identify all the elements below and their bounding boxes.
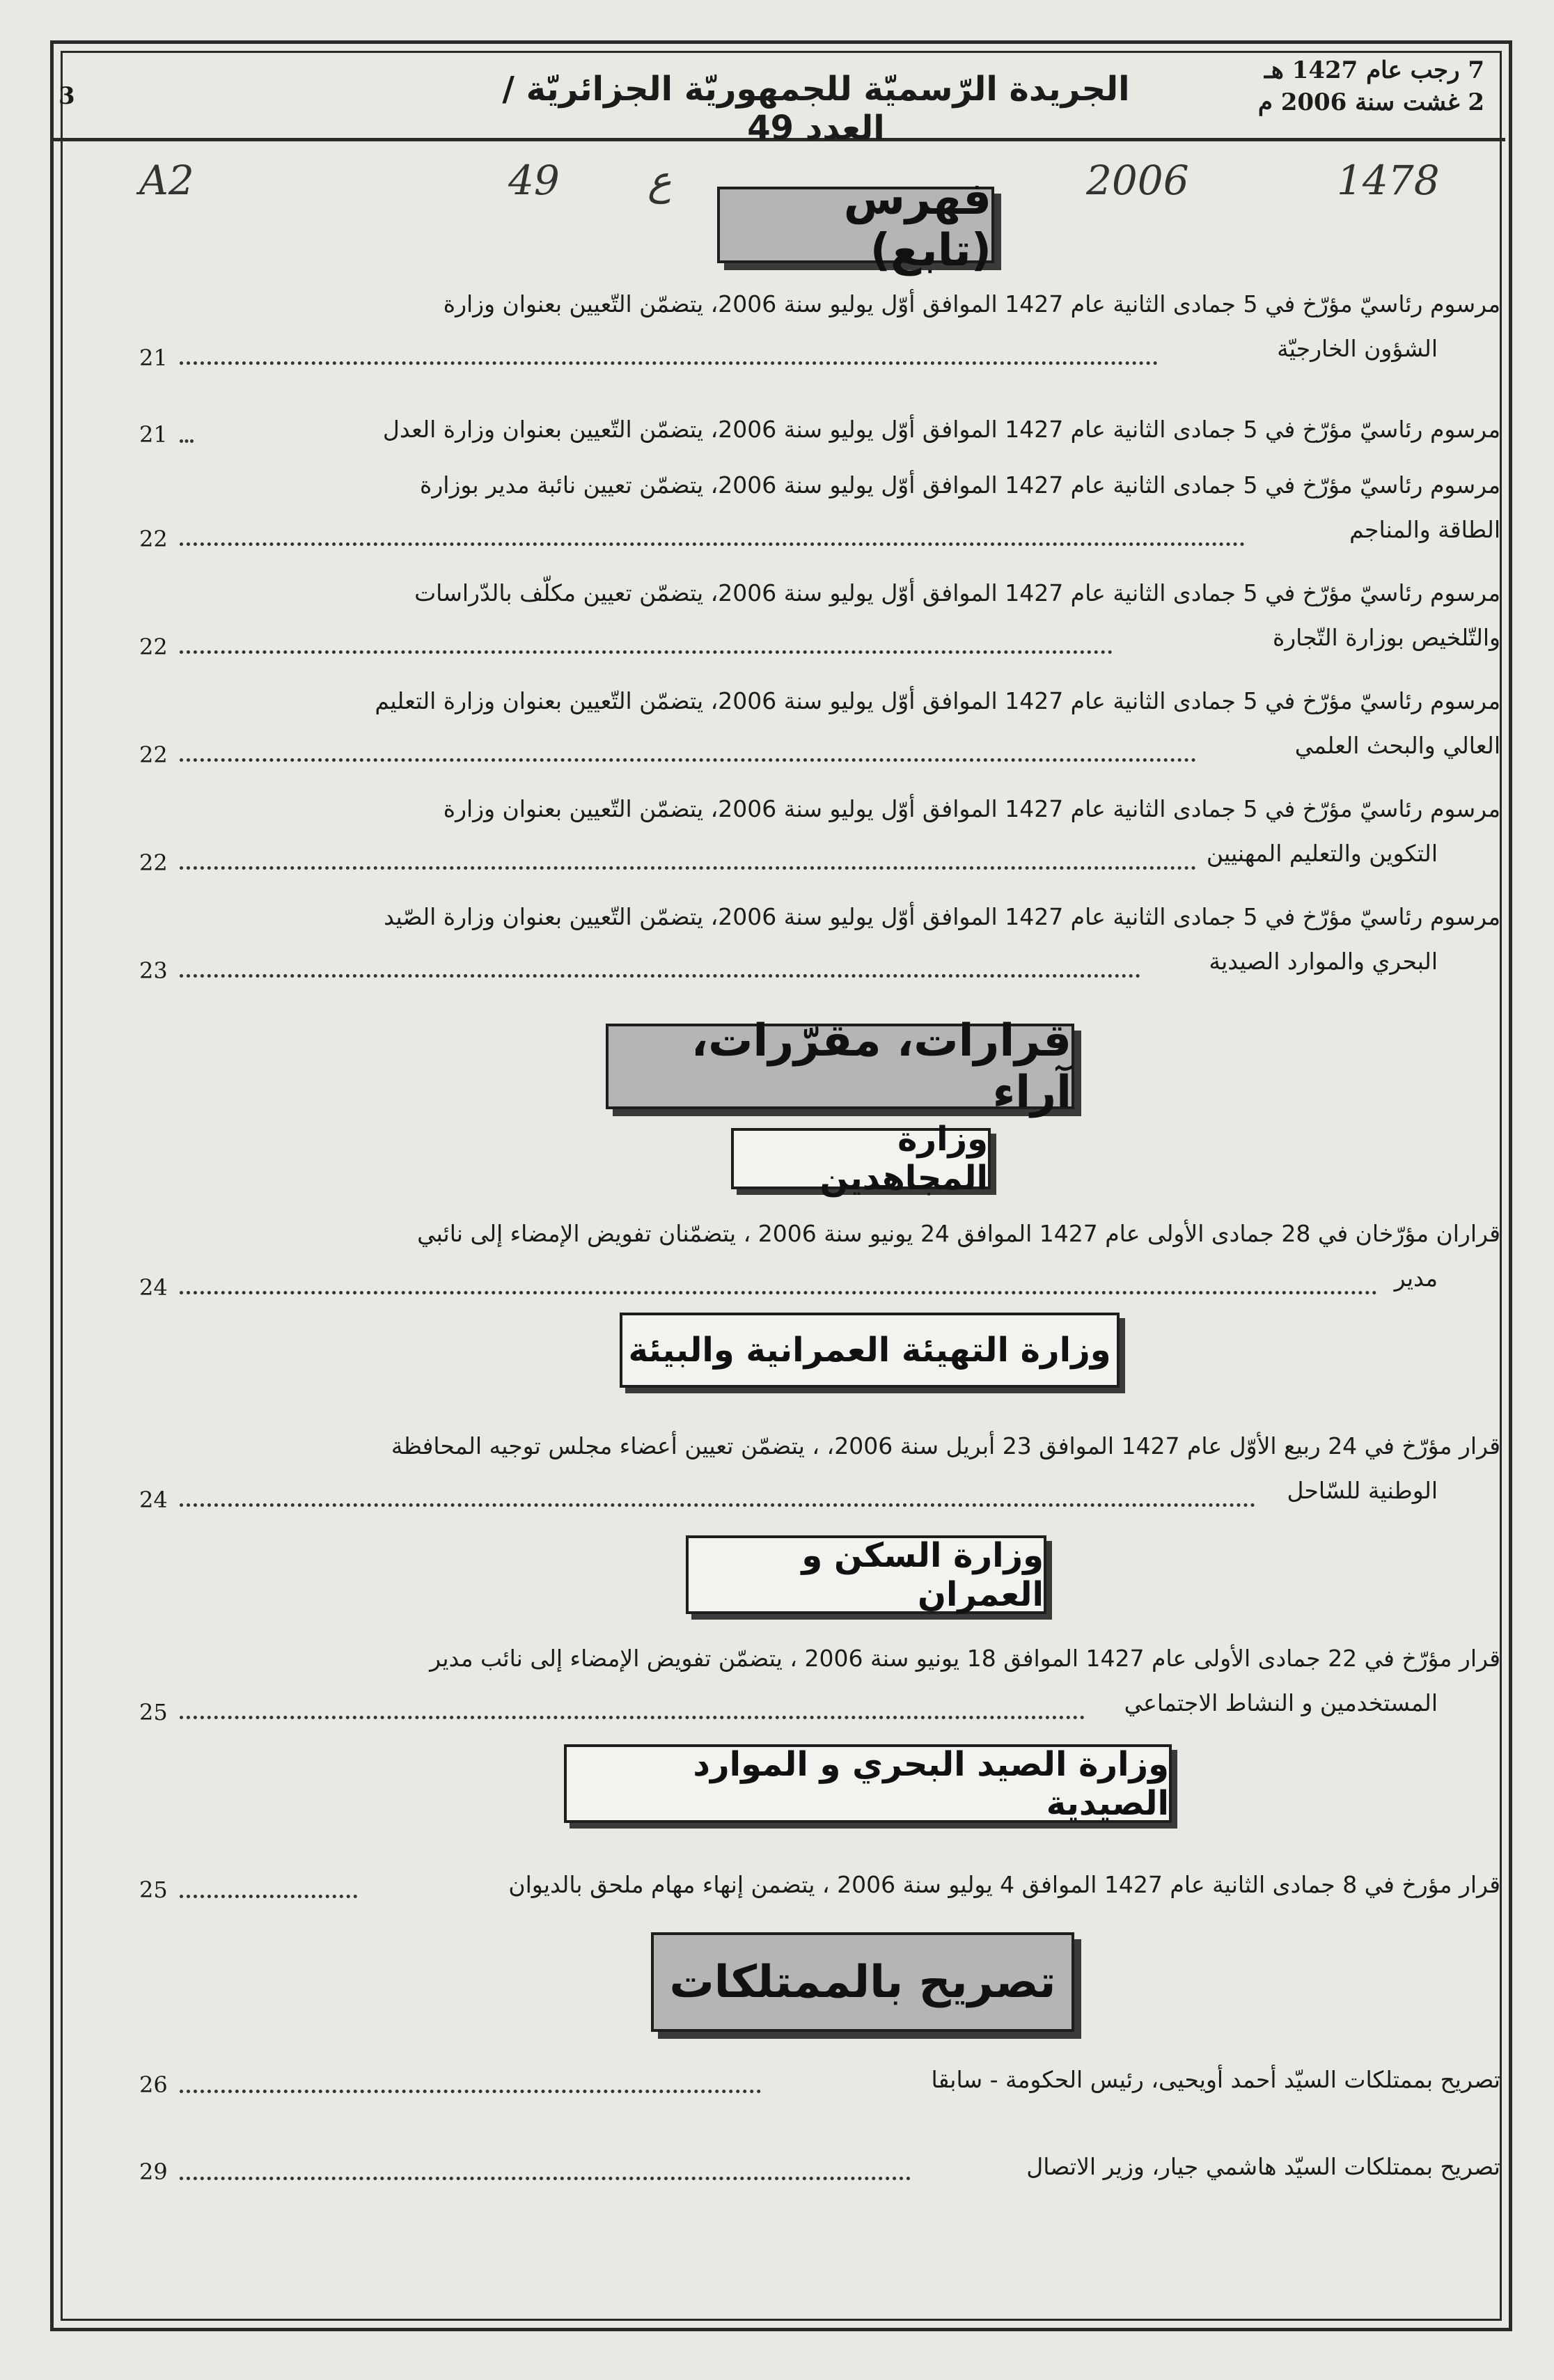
entry-text: تصريح بممتلكات السيّد أحمد أويحيى، رئيس الحكومة - سابقا <box>931 2066 1500 2093</box>
entry-text-cont: مدير <box>1394 1265 1438 1292</box>
toc-entry[interactable] <box>139 679 1500 769</box>
handwritten-mark: 1478 <box>1337 157 1440 204</box>
gazette-title: الجريدة الرّسميّة للجمهوريّة الجزائريّة / العدد 49 <box>502 70 1130 148</box>
date-hijri: 7 رجب عام 1427 هـ <box>1264 56 1484 84</box>
assets-title: تصريح بالممتلكات <box>651 1932 1074 2032</box>
dot-leader <box>180 2088 761 2093</box>
toc-entry[interactable] <box>139 1636 1500 1727</box>
page-ref: 22 <box>139 634 168 660</box>
issue-date <box>1258 54 1484 118</box>
entry-text-cont: التكوين والتعليم المهنيين <box>1206 840 1438 867</box>
entry-text-cont: الشؤون الخارجيّة <box>1277 335 1438 362</box>
dot-leader <box>180 438 194 443</box>
handwritten-mark: ع <box>648 157 672 204</box>
ministry-heading: وزارة المجاهدين <box>731 1128 991 1189</box>
dot-leader <box>180 757 1196 762</box>
dot-leader <box>180 541 1245 546</box>
dot-leader <box>180 1502 1255 1507</box>
entry-text: قراران مؤرّخان في 28 جمادى الأولى عام 1427 الموافق 24 يونيو سنة 2006 ، يتضمّنان تفويض الإمضاء إلى نائبي <box>417 1220 1500 1247</box>
entry-text-cont: العالي والبحث العلمي <box>1294 732 1500 759</box>
entry-text: قرار مؤرّخ في 22 جمادى الأولى عام 1427 الموافق 18 يونيو سنة 2006 ، يتضمّن تفويض الإمضاء إلى نائب مدير <box>430 1645 1500 1672</box>
handwritten-mark: A2 <box>139 157 194 204</box>
entry-text: مرسوم رئاسيّ مؤرّخ في 5 جمادى الثانية عام 1427 الموافق أوّل يوليو سنة 2006، يتضمّن التّعيين بعنوان وزارة <box>443 795 1500 822</box>
ministry-heading: وزارة التهيئة العمرانية والبيئة <box>620 1313 1120 1388</box>
toc-entry[interactable] <box>139 571 1500 661</box>
toc-entry[interactable] <box>139 1212 1500 1302</box>
entry-text-cont: والتّلخيص بوزارة التّجارة <box>1272 624 1500 651</box>
entry-text-cont: الطاقة والمناجم <box>1349 516 1500 543</box>
entry-text: قرار مؤرخ في 8 جمادى الثانية عام 1427 الموافق 4 يوليو سنة 2006 ، يتضمن إنهاء مهام ملحق بالديوان <box>508 1871 1500 1898</box>
page-ref: 26 <box>139 2072 168 2098</box>
entry-text-cont: البحري والموارد الصيدية <box>1209 948 1438 975</box>
entry-text: مرسوم رئاسيّ مؤرّخ في 5 جمادى الثانية عام 1427 الموافق أوّل يوليو سنة 2006، يتضمّن تعيين مكلّف بالدّراسات <box>414 579 1500 606</box>
page-ref: 24 <box>139 1274 168 1301</box>
dot-leader <box>180 865 1196 870</box>
entry-text: مرسوم رئاسيّ مؤرّخ في 5 جمادى الثانية عام 1427 الموافق أوّل يوليو سنة 2006، يتضمّن التّعيين بعنوان وزارة التعليم <box>375 687 1500 714</box>
toc-entry[interactable] <box>139 1424 1500 1514</box>
toc-entry[interactable] <box>139 2145 1500 2189</box>
toc-entry[interactable] <box>139 2058 1500 2102</box>
page-ref: 25 <box>139 1699 168 1725</box>
ministry-heading: وزارة السكن و العمران <box>686 1535 1046 1614</box>
page-ref: 21 <box>139 421 168 448</box>
entry-text: قرار مؤرّخ في 24 ربيع الأوّل عام 1427 الموافق 23 أبريل سنة 2006، ، يتضمّن تعيين أعضاء مجلس توجيه المحافظة <box>391 1432 1500 1459</box>
toc-entry[interactable] <box>139 463 1500 554</box>
dot-leader <box>180 1290 1377 1294</box>
page-ref: 22 <box>139 850 168 876</box>
toc-entry[interactable] <box>139 787 1500 877</box>
page-ref: 23 <box>139 957 168 984</box>
dot-leader <box>180 2175 911 2180</box>
page-ref: 25 <box>139 1877 168 1903</box>
dot-leader <box>180 1714 1085 1719</box>
gazette-header <box>50 40 1505 148</box>
page-ref: 21 <box>139 345 168 371</box>
dot-leader <box>180 973 1140 978</box>
entry-text: تصريح بممتلكات السيّد هاشمي جيار، وزير الاتصال <box>1026 2153 1500 2180</box>
page-ref: 29 <box>139 2159 168 2185</box>
entry-text-cont: الوطنية للسّاحل <box>1287 1477 1438 1504</box>
entry-text: مرسوم رئاسيّ مؤرّخ في 5 جمادى الثانية عام 1427 الموافق أوّل يوليو سنة 2006، يتضمّن تعيين نائبة مدير بوزارة <box>420 471 1500 499</box>
page-number: 3 <box>58 82 75 110</box>
entry-text-cont: المستخدمين و النشاط الاجتماعي <box>1124 1689 1438 1716</box>
entry-text: مرسوم رئاسيّ مؤرّخ في 5 جمادى الثانية عام 1427 الموافق أوّل يوليو سنة 2006، يتضمّن التّعيين بعنوان وزارة الصّيد <box>384 903 1500 930</box>
toc-entry[interactable] <box>139 282 1500 373</box>
page-ref: 22 <box>139 742 168 768</box>
page-ref: 22 <box>139 526 168 552</box>
dot-leader <box>180 649 1113 654</box>
dot-leader <box>180 1893 357 1898</box>
toc-entry[interactable] <box>139 407 1500 452</box>
ministry-heading: وزارة الصيد البحري و الموارد الصيدية <box>564 1744 1172 1823</box>
handwritten-mark: 49 <box>508 157 560 204</box>
toc-entry[interactable] <box>139 895 1500 985</box>
entry-text: مرسوم رئاسيّ مؤرّخ في 5 جمادى الثانية عام 1427 الموافق أوّل يوليو سنة 2006، يتضمّن التّعيين بعنوان وزارة العدل <box>382 416 1500 443</box>
page-ref: 24 <box>139 1487 168 1513</box>
dot-leader <box>180 360 1158 365</box>
decisions-title: قرارات، مقرّرات، آراء <box>606 1024 1074 1109</box>
date-gregorian: 2 غشت سنة 2006 م <box>1257 88 1484 116</box>
toc-entry[interactable] <box>139 1863 1500 1907</box>
handwritten-mark: 2006 <box>1086 157 1189 204</box>
entry-text: مرسوم رئاسيّ مؤرّخ في 5 جمادى الثانية عام 1427 الموافق أوّل يوليو سنة 2006، يتضمّن التّعيين بعنوان وزارة <box>443 290 1500 318</box>
index-title: فهرس (تابع) <box>717 187 994 263</box>
